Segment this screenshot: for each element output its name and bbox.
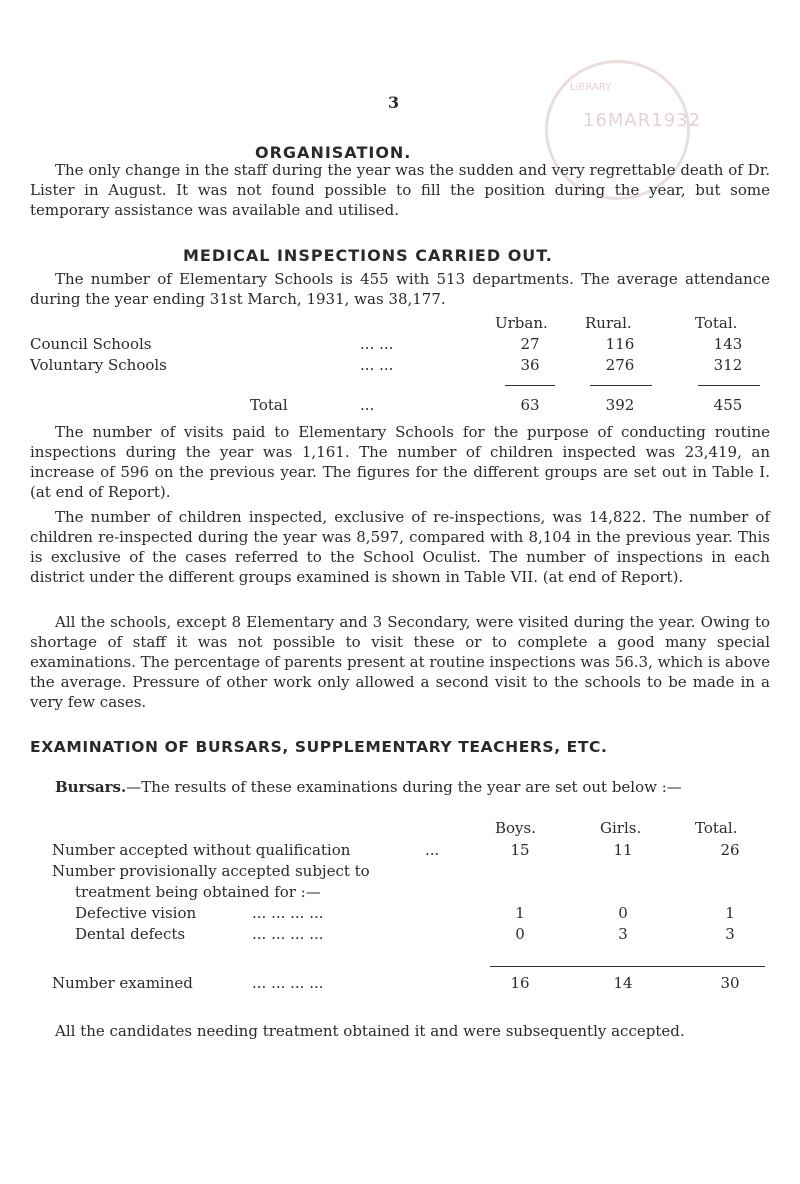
cell-value: 16	[510, 974, 530, 992]
cell-value: 30	[720, 974, 740, 992]
visits-paragraph: The number of visits paid to Elementary Schools for the purpose of conducting routine inspections during the year was 1,161. The number of children inspected was 23,419, an increase of 596 on the previous year. The figures for the different groups are set out in Table I. (at end of Report).	[30, 423, 770, 501]
header-rural: Rural.	[585, 314, 632, 332]
cell-value: 276	[605, 356, 635, 374]
cell-value: 26	[720, 841, 740, 859]
cell-value: 15	[510, 841, 530, 859]
examination-heading: EXAMINATION OF BURSARS, SUPPLEMENTARY TEACHERS, ETC.	[30, 738, 608, 756]
cell-value: 3	[618, 925, 628, 943]
row-label: Number provisionally accepted subject to	[52, 862, 370, 880]
total-label: Total	[250, 396, 288, 414]
cell-value: 27	[520, 335, 540, 353]
leader-dots: ... ...	[360, 356, 394, 374]
row-label: Voluntary Schools	[30, 356, 167, 374]
header-total: Total.	[695, 819, 738, 837]
cell-value: 143	[713, 335, 743, 353]
bursars-text: —The results of these examinations during the year are set out below :—	[126, 778, 682, 796]
cell-value: 0	[618, 904, 628, 922]
row-label: Defective vision	[75, 904, 197, 922]
sum-rule	[590, 385, 652, 386]
bursars-label: Bursars.	[55, 778, 127, 796]
closing-paragraph: All the candidates needing treatment obtained it and were subsequently accepted.	[55, 1022, 685, 1040]
sum-rule	[505, 385, 555, 386]
leader-dots: ... ... ... ...	[252, 974, 324, 992]
leader-dots: ... ... ... ...	[252, 904, 324, 922]
page-number: 3	[388, 93, 400, 112]
leader-dots: ...	[425, 841, 440, 859]
cell-value: 3	[725, 925, 735, 943]
cell-value: 36	[520, 356, 540, 374]
leader-dots: ...	[360, 396, 375, 414]
cell-value: 392	[605, 396, 635, 414]
stamp-date: 16MAR1932	[583, 110, 702, 131]
schools-visited-paragraph: All the schools, except 8 Elementary and 3 Secondary, were visited during the year. Owing to shortage of staff it was not possible to visit these or to complete a good many special examinations. The percentage of parents present at routine inspections was 56.3, which is above the average. Pressure of other work only allowed a second visit to the schools to be made in a very few cases.	[30, 613, 770, 711]
organisation-heading: ORGANISATION.	[255, 143, 412, 162]
stamp-top-text: LIBRARY	[570, 82, 612, 93]
row-label: treatment being obtained for :—	[75, 883, 321, 901]
inspected-paragraph: The number of children inspected, exclusive of re-inspections, was 14,822. The number of children re-inspected during the year was 8,597, compared with 8,104 in the previous year. This is exclusive of the cases referred to the School Oculist. The number of inspections in each district under the different groups examined is shown in Table VII. (at end of Report).	[30, 508, 770, 586]
cell-value: 116	[605, 335, 635, 353]
bursars-paragraph	[30, 777, 770, 797]
leader-dots: ... ... ... ...	[252, 925, 324, 943]
cell-value: 1	[515, 904, 525, 922]
header-total: Total.	[695, 314, 738, 332]
row-label: Number accepted without qualification	[52, 841, 351, 859]
cell-value: 14	[613, 974, 633, 992]
medical-intro-paragraph: The number of Elementary Schools is 455 with 513 departments. The average attendance during the year ending 31st March, 1931, was 38,177.	[30, 270, 770, 308]
row-label: Council Schools	[30, 335, 152, 353]
medical-inspections-heading: MEDICAL INSPECTIONS CARRIED OUT.	[183, 246, 553, 265]
cell-value: 312	[713, 356, 743, 374]
header-girls: Girls.	[600, 819, 642, 837]
row-label: Dental defects	[75, 925, 186, 943]
header-boys: Boys.	[495, 819, 536, 837]
cell-value: 455	[713, 396, 743, 414]
cell-value: 1	[725, 904, 735, 922]
leader-dots: ... ...	[360, 335, 394, 353]
sum-rule	[490, 966, 765, 967]
cell-value: 0	[515, 925, 525, 943]
sum-rule	[698, 385, 760, 386]
cell-value: 11	[613, 841, 633, 859]
organisation-paragraph: The only change in the staff during the year was the sudden and very regrettable death of Dr. Lister in August. It was not found possible to fill the position during the year, but some temporary assistance was available and utilised.	[30, 161, 770, 219]
total-label: Number examined	[52, 974, 193, 992]
header-urban: Urban.	[495, 314, 548, 332]
cell-value: 63	[520, 396, 540, 414]
